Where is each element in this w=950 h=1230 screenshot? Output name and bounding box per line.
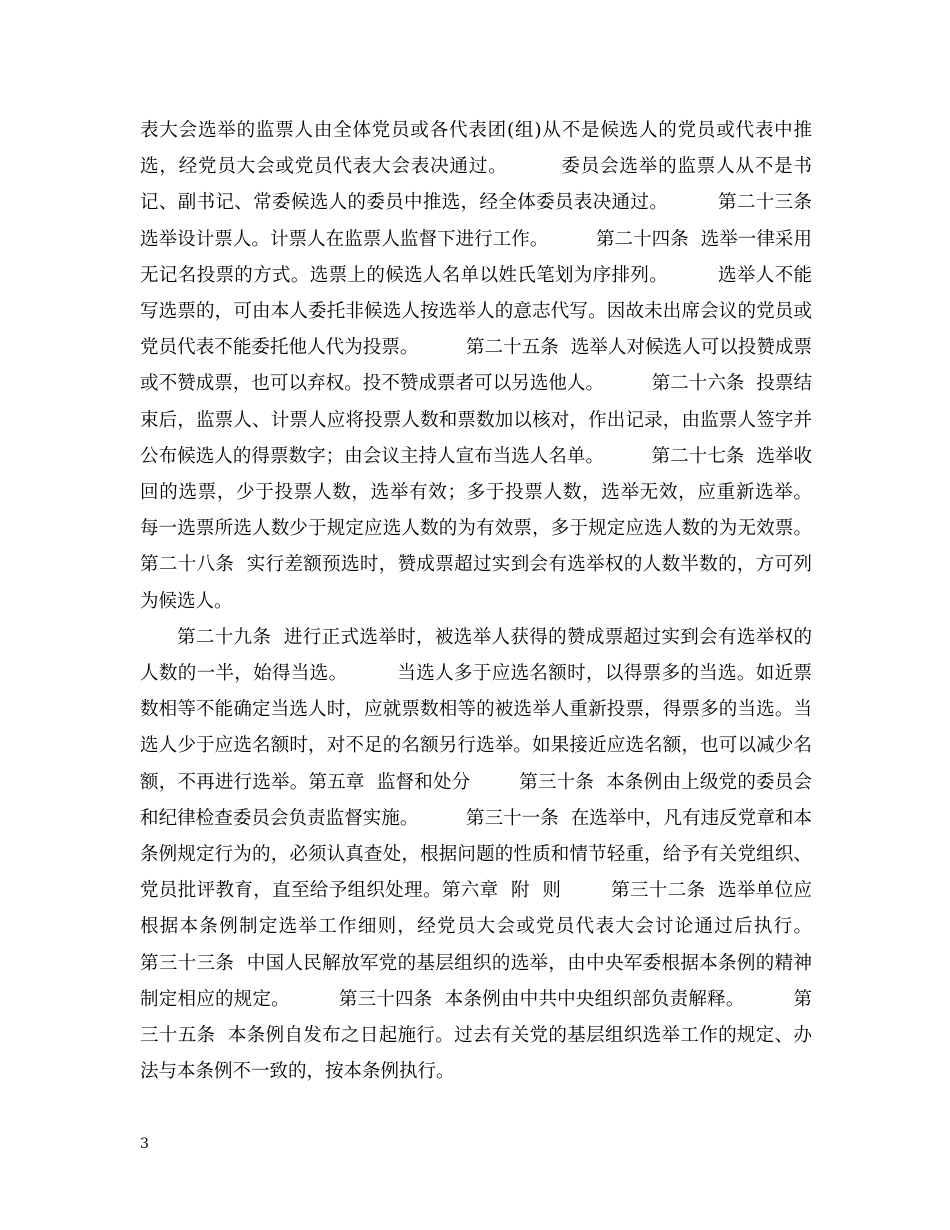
paragraph-article-29: 第二十九条 进行正式选举时，被选举人获得的赞成票超过实到会有选举权的人数的一半，始得当选。 当选人多于应选名额时，以得票多的当选。如近票数相等不能确定当选人时，应就票数相等的被选举人重新投票，得票多的当选。当选人少于应选名额时，对不足的名额另行选举。如果接近应选名额，也可以减少名额，不再进行选举。第五章 监督和处分 第三十条 本条例由上级党的委员会和纪律检查委员会负责监督实施。 第三十一条 在选举中，凡有违反党章和本条例规定行为的，必须认真查处，根据问题的性质和情节轻重，给予有关党组织、党员批评教育，直至给予组织处理。第六章 附 则 第三十二条 选举单位应根据本条例制定选举工作细则，经党员大会或党员代表大会讨论通过后执行。 第三十三条 中国人民解放军党的基层组织的选举，由中央军委根据本条例的精神制定相应的规定。 第三十四条 本条例由中共中央组织部负责解释。 第三十五条 本条例自发布之日起施行。过去有关党的基层组织选举工作的规定、办法与本条例不一致的，按本条例执行。 [140,626,860,1083]
document-body [140,113,860,1090]
page-number: 3 [140,1136,149,1152]
paragraph-continuation: 表大会选举的监票人由全体党员或各代表团(组)从不是候选人的党员或代表中推选，经党员大会或党员代表大会表决通过。 委员会选举的监票人从不是书记、副书记、常委候选人的委员中推选，经全体委员表决通过。 第二十三条 选举设计票人。计票人在监票人监督下进行工作。 第二十四条 选举一律采用无记名投票的方式。选票上的候选人名单以姓氏笔划为序排列。 选举人不能写选票的，可由本人委托非候选人按选举人的意志代写。因故未出席会议的党员或党员代表不能委托他人代为投票。 第二十五条 选举人对候选人可以投赞成票或不赞成票，也可以弃权。投不赞成票者可以另选他人。 第二十六条 投票结束后，监票人、计票人应将投票人数和票数加以核对，作出记录，由监票人签字并公布候选人的得票数字；由会议主持人宣布当选人名单。 第二十七条 选举收回的选票，少于投票人数，选举有效；多于投票人数，选举无效，应重新选举。 每一选票所选人数少于规定应选人数的为有效票，多于规定应选人数的为无效票。 第二十八条 实行差额预选时，赞成票超过实到会有选举权的人数半数的，方可列为候选人。 [140,120,860,612]
